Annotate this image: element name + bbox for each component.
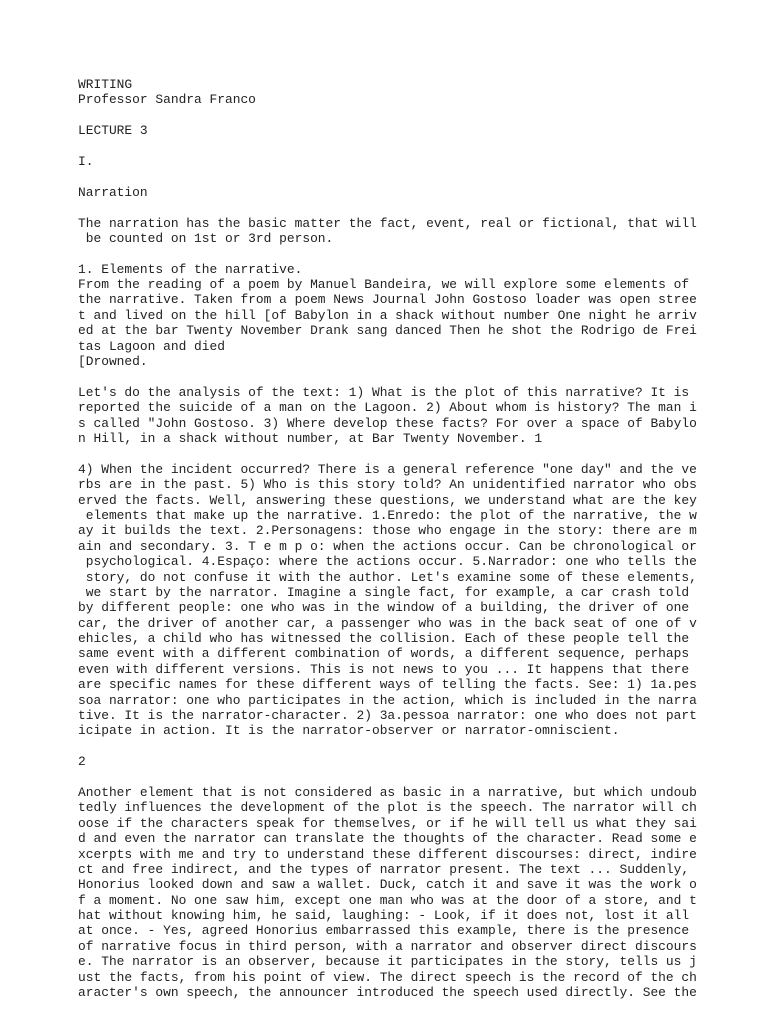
text-line: Professor Sandra Franco <box>78 92 256 108</box>
text-line: tive. It is the narrator-character. 2) 3a.pessoa narrator: one who does not part <box>78 708 697 724</box>
text-line: ust the facts, from his point of view. The direct speech is the record of the ch <box>78 969 697 985</box>
text-line: LECTURE 3 <box>78 123 148 139</box>
text-line: ct and free indirect, and the types of narrator present. The text ... Suddenly, <box>78 861 690 877</box>
text-line: we start by the narrator. Imagine a single fact, for example, a car crash told <box>78 584 690 600</box>
blank-line <box>78 246 698 261</box>
text-line: by different people: one who was in the window of a building, the driver of one <box>78 600 690 616</box>
text-line: From the reading of a poem by Manuel Bandeira, we will explore some elements of <box>78 277 690 293</box>
blank-line <box>78 446 698 461</box>
text-line: Let's do the analysis of the text: 1) What is the plot of this narrative? It is <box>78 384 690 400</box>
blank-line <box>78 108 698 123</box>
text-line: story, do not confuse it with the author. Let's examine some of these elements, <box>78 569 697 585</box>
blank-line <box>78 739 698 754</box>
blank-line <box>78 169 698 184</box>
text-line: soa narrator: one who participates in the action, which is included in the narra <box>78 692 697 708</box>
text-line: at once. - Yes, agreed Honorius embarrassed this example, there is the presence <box>78 923 690 939</box>
text-line: t and lived on the hill [of Babylon in a shack without number One night he arriv <box>78 307 697 323</box>
text-line: be counted on 1st or 3rd person. <box>78 230 334 246</box>
blank-line <box>78 770 698 785</box>
blank-line <box>78 369 698 384</box>
text-line: Narration <box>78 184 148 200</box>
text-line: are specific names for these different ways of telling the facts. See: 1) 1a.pes <box>78 677 697 693</box>
text-line: tas Lagoon and died <box>78 338 225 354</box>
text-line: xcerpts with me and try to understand these different discourses: direct, indire <box>78 846 697 862</box>
blank-line <box>78 139 698 154</box>
document-page <box>78 77 698 1000</box>
text-line: 2 <box>78 754 86 770</box>
text-line: icipate in action. It is the narrator-observer or narrator-omniscient. <box>78 723 620 739</box>
text-line: ehicles, a child who has witnessed the collision. Each of these people tell the <box>78 631 690 647</box>
text-line: hat without knowing him, he said, laughing: - Look, if it does not, lost it all <box>78 908 690 924</box>
text-line: oose if the characters speak for themselves, or if he will tell us what they sai <box>78 815 697 831</box>
text-line: aracter's own speech, the announcer introduced the speech used directly. See the <box>78 985 697 1001</box>
text-line: ay it builds the text. 2.Personagens: those who engage in the story: there are m <box>78 523 697 539</box>
text-line: psychological. 4.Espaço: where the actions occur. 5.Narrador: one who tells the <box>78 554 697 570</box>
text-line: n Hill, in a shack without number, at Bar Twenty November. 1 <box>78 430 543 446</box>
text-line: Honorius looked down and saw a wallet. Duck, catch it and save it was the work o <box>78 877 697 893</box>
text-line: even with different versions. This is not news to you ... It happens that there <box>78 661 690 677</box>
text-line: 4) When the incident occurred? There is a general reference "one day" and the ve <box>78 461 697 477</box>
text-line: [Drowned. <box>78 354 148 370</box>
text-line: same event with a different combination of words, a different sequence, perhaps <box>78 646 690 662</box>
text-line: f a moment. No one saw him, except one man who was at the door of a store, and t <box>78 892 697 908</box>
text-line: s called "John Gostoso. 3) Where develop these facts? For over a space of Babylo <box>78 415 697 431</box>
text-line: 1. Elements of the narrative. <box>78 261 303 277</box>
text-line: WRITING <box>78 77 133 92</box>
text-line: erved the facts. Well, answering these questions, we understand what are the key <box>78 492 697 508</box>
text-line: The narration has the basic matter the fact, event, real or fictional, that will <box>78 215 697 231</box>
text-line: ed at the bar Twenty November Drank sang danced Then he shot the Rodrigo de Frei <box>78 323 697 339</box>
blank-line <box>78 200 698 215</box>
text-line: rbs are in the past. 5) Who is this story told? An unidentified narrator who obs <box>78 477 697 493</box>
text-line: elements that make up the narrative. 1.Enredo: the plot of the narrative, the w <box>78 507 697 523</box>
text-line: I. <box>78 153 94 169</box>
text-line: e. The narrator is an observer, because it participates in the story, tells us j <box>78 954 697 970</box>
text-line: reported the suicide of a man on the Lagoon. 2) About whom is history? The man i <box>78 400 697 416</box>
text-line: the narrative. Taken from a poem News Journal John Gostoso loader was open stree <box>78 292 697 308</box>
text-line: of narrative focus in third person, with a narrator and observer direct discours <box>78 938 697 954</box>
text-line: car, the driver of another car, a passenger who was in the back seat of one of v <box>78 615 697 631</box>
text-line: Another element that is not considered as basic in a narrative, but which undoub <box>78 784 697 800</box>
text-line: tedly influences the development of the plot is the speech. The narrator will ch <box>78 800 697 816</box>
text-line: ain and secondary. 3. T e m p o: when the actions occur. Can be chronological or <box>78 538 697 554</box>
text-line: d and even the narrator can translate the thoughts of the character. Read some e <box>78 831 697 847</box>
